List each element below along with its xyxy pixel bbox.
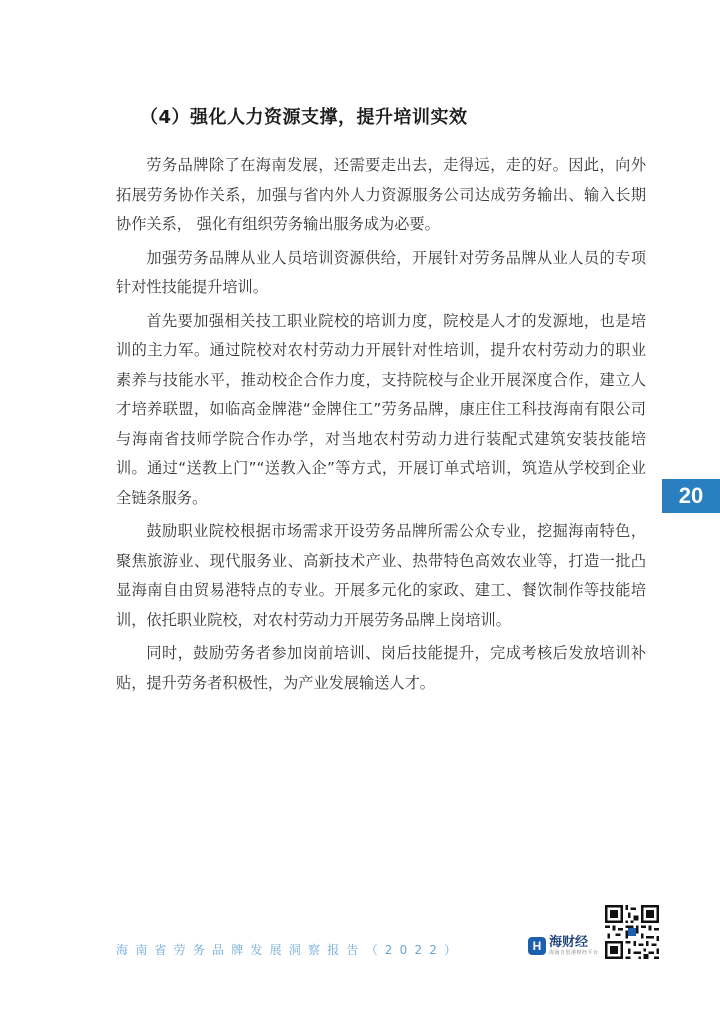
- body-text: [116, 151, 646, 702]
- paragraph: 劳务品牌除了在海南发展，还需要走出去，走得远，走的好。因此，向外拓展劳务协作关系，加强与省内外人力资源服务公司达成劳务输出、输入长期协作关系， 强化有组织劳务输出服务成为必要。: [116, 156, 646, 233]
- page-number-tab: [662, 479, 720, 513]
- logo-tagline: 海南自贸港财经平台: [549, 950, 599, 956]
- section-heading: （4）强化人力资源支撑，提升培训实效: [140, 107, 468, 128]
- footer-report-title: 海南省劳务品牌发展洞察报告（2022）: [116, 943, 464, 957]
- haicaijing-logo-icon: H: [528, 937, 546, 955]
- paragraph: 加强劳务品牌从业人员培训资源供给，开展针对劳务品牌从业人员的专项针对性技能提升培训。: [116, 248, 646, 296]
- paragraph: 同时，鼓励劳务者参加岗前培训、岗后技能提升，完成考核后发放培训补贴，提升劳务者积极性，为产业发展输送人才。: [116, 644, 646, 692]
- paragraph: 鼓励职业院校根据市场需求开设劳务品牌所需公众专业，挖掘海南特色，聚焦旅游业、现代服务业、高新技术产业、热带特色高效农业等，打造一批凸显海南自由贸易港特点的专业。开展多元化的家政、建工、餐饮制作等技能培训，依托职业院校，对农村劳动力开展劳务品牌上岗培训。: [116, 522, 646, 629]
- publisher-logo: [528, 936, 599, 956]
- qr-code-icon: [605, 905, 659, 959]
- paragraph: 首先要加强相关技工职业院校的培训力度，院校是人才的发源地，也是培训的主力军。通过院校对农村劳动力开展针对性培训，提升农村劳动力的职业素养与技能水平，推动校企合作力度，支持院校与企业开展深度合作，建立人才培养联盟，如临高金牌港“金牌住工”劳务品牌，康庄住工科技海南有限公司与海南省技师学院合作办学，对当地农村劳动力进行装配式建筑安装技能培训。通过“送教上门”“送教入企”等方式，开展订单式培训，筑造从学校到企业全链条服务。: [116, 311, 646, 507]
- page-number: 20: [678, 483, 704, 508]
- logo-name: 海财经: [549, 935, 589, 950]
